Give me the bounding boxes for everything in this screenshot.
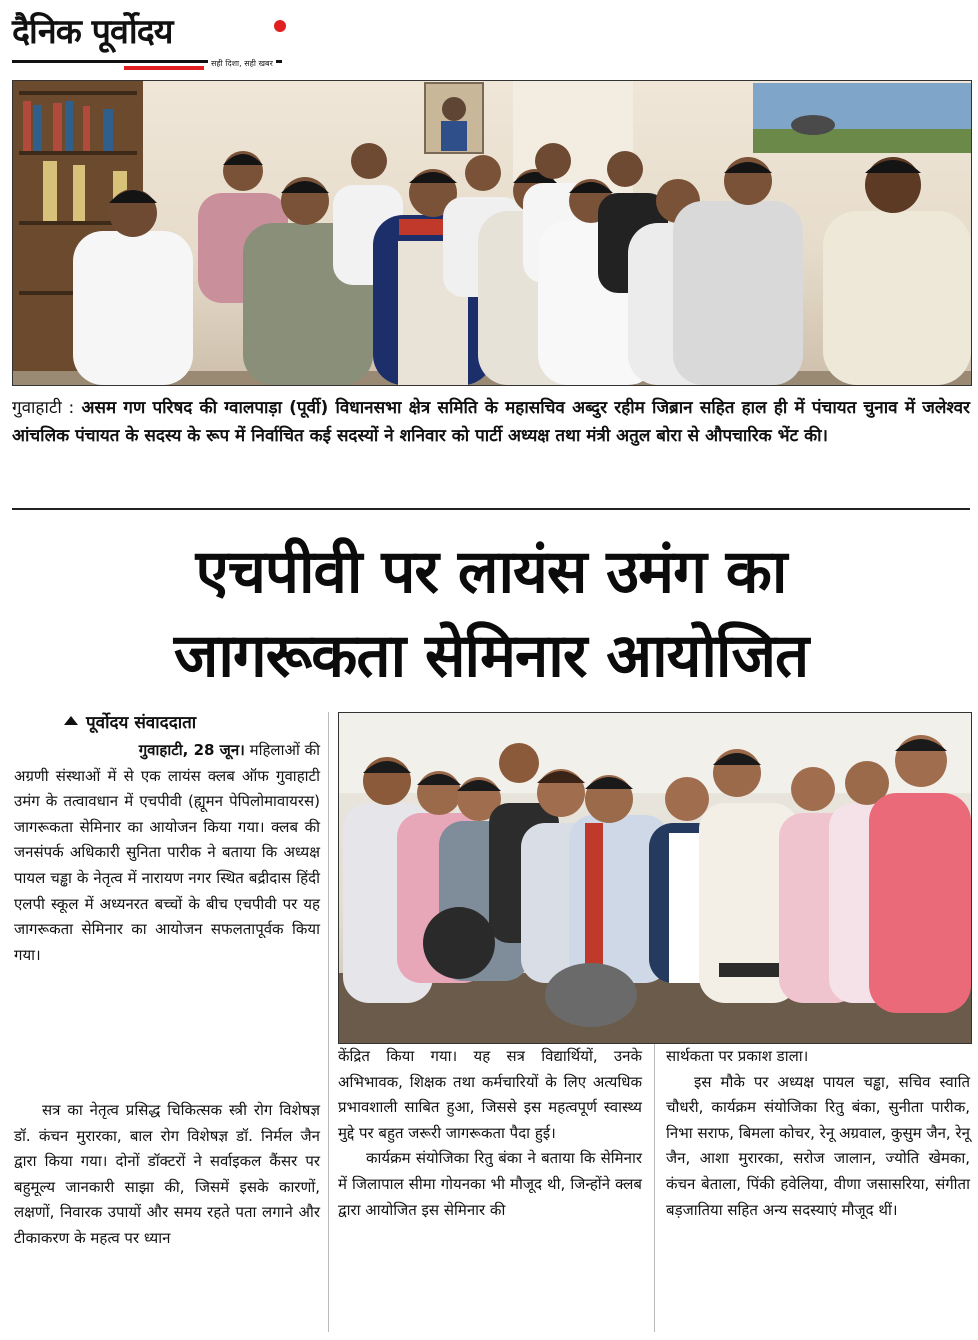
masthead — [12, 6, 312, 72]
triangle-up-icon — [64, 716, 78, 725]
article-paragraph-3: केंद्रित किया गया। यह सत्र विद्यार्थियों, उनके अभिभावक, शिक्षक तथा कर्मचारियों के लिए अत्यधिक प्रभावशाली साबित हुआ, जिससे इस महत्वपूर्ण स्वास्थ्य मुद्दे पर बहुत जरूरी जागरूकता पैदा हुई। — [338, 1047, 642, 1142]
section-divider — [12, 508, 970, 510]
article-paragraph-2: सत्र का नेतृत्व प्रसिद्ध चिकित्सक स्त्री रोग विशेषज्ञ डॉ. कंचन मुरारका, बाल रोग विशेषज्ञ डॉ. निर्मल जैन द्वारा किया गया। दोनों डॉक्टरों ने सर्वाइकल कैंसर पर बहुमूल्य जानकारी साझा की, जिसमें इसके कारणों, लक्षणों, निवारक उपायों और समय रहते पता लगाने और टीकाकरण के महत्व पर ध्यान — [14, 1101, 320, 1247]
column-divider-2 — [654, 1044, 655, 1332]
masthead-red-dot-icon — [274, 20, 286, 32]
article-column-1a — [14, 738, 320, 968]
newspaper-title: दैनिक पूर्वोदय — [12, 12, 173, 52]
article-column-3 — [666, 1044, 970, 1223]
article-dateline: गुवाहाटी, 28 जून। — [138, 741, 245, 759]
group-photo-seminar-illustration — [339, 713, 971, 1043]
byline-text: पूर्वोदय संवाददाता — [86, 713, 197, 733]
group-photo-seminar — [338, 712, 972, 1044]
article-paragraph-4: कार्यक्रम संयोजिका रितु बंका ने बताया कि सेमिनार में जिलापाल सीमा गोयनका भी मौजूद थी, जिन्होंने क्लब द्वारा आयोजित इस सेमिनार की — [338, 1149, 642, 1219]
article-p1-start: महिलाओं की — [249, 741, 320, 759]
headline-line-1: एचपीवी पर लायंस उमंग का — [195, 537, 787, 607]
article-column-1b — [14, 1098, 320, 1252]
caption-dateline: गुवाहाटी : — [12, 398, 75, 418]
article-paragraph-1: अग्रणी संस्थाओं में से एक लायंस क्लब ऑफ गुवाहाटी उमंग के तत्वावधान में एचपीवी (ह्यूमन पेपिलोमावायरस) जागरूकता सेमिनार का आयोजन किया गया। क्लब की जनसंपर्क अधिकारी सुनिता पारीक ने बताया कि अध्यक्ष पायल चड्ढा के नेतृत्व में नारायण नगर स्थित बद्रीदास हिंदी एलपी स्कूल में अध्यनरत बच्चों के बीच एचपीवी पर यह जागरूकता सेमिनार का आयोजन सफलतापूर्वक किया गया। — [14, 766, 320, 964]
headline-line-2: जागरूकता सेमिनार आयोजित — [173, 621, 809, 691]
masthead-red-bar — [124, 66, 204, 70]
photo-caption-top — [12, 394, 970, 450]
column-divider-1 — [328, 712, 329, 1332]
article-paragraph-1-start — [14, 738, 320, 764]
article-paragraph-6: इस मौके पर अध्यक्ष पायल चड्ढा, सचिव स्वाति चौधरी, कार्यक्रम संयोजिका रितु बंका, सुनीता पारीक, निभा सराफ, बिमला कोचर, रेनू अग्रवाल, कुसुम जैन, रेनू जैन, आशा मुरारका, सरोज जालान, ज्योति खेमका, कंचन बेताला, पिंकी हवेलिया, वीणा जसासरिया, संगीता बड़जातिया सहित अन्य सदस्याएं मौजूद थीं। — [666, 1072, 970, 1219]
masthead-tagline: सही दिशा, सही खबर — [208, 58, 276, 69]
group-photo-top — [12, 80, 972, 386]
article-headline — [12, 530, 970, 698]
caption-text: असम गण परिषद की ग्वालपाड़ा (पूर्वी) विधानसभा क्षेत्र समिति के महासचिव अब्दुर रहीम जिब्रान सहित हाल ही में पंचायत चुनाव में जलेश्वर आंचलिक पंचायत के सदस्य के रूप में निर्वाचित कई सदस्यों ने शनिवार को पार्टी अध्यक्ष तथा मंत्री अतुल बोरा से औपचारिक भेंट की। — [12, 398, 970, 446]
article-paragraph-5: सार्थकता पर प्रकाश डाला। — [666, 1047, 809, 1065]
article-column-2 — [338, 1044, 642, 1223]
byline — [64, 712, 196, 734]
group-photo-top-illustration — [13, 81, 971, 385]
